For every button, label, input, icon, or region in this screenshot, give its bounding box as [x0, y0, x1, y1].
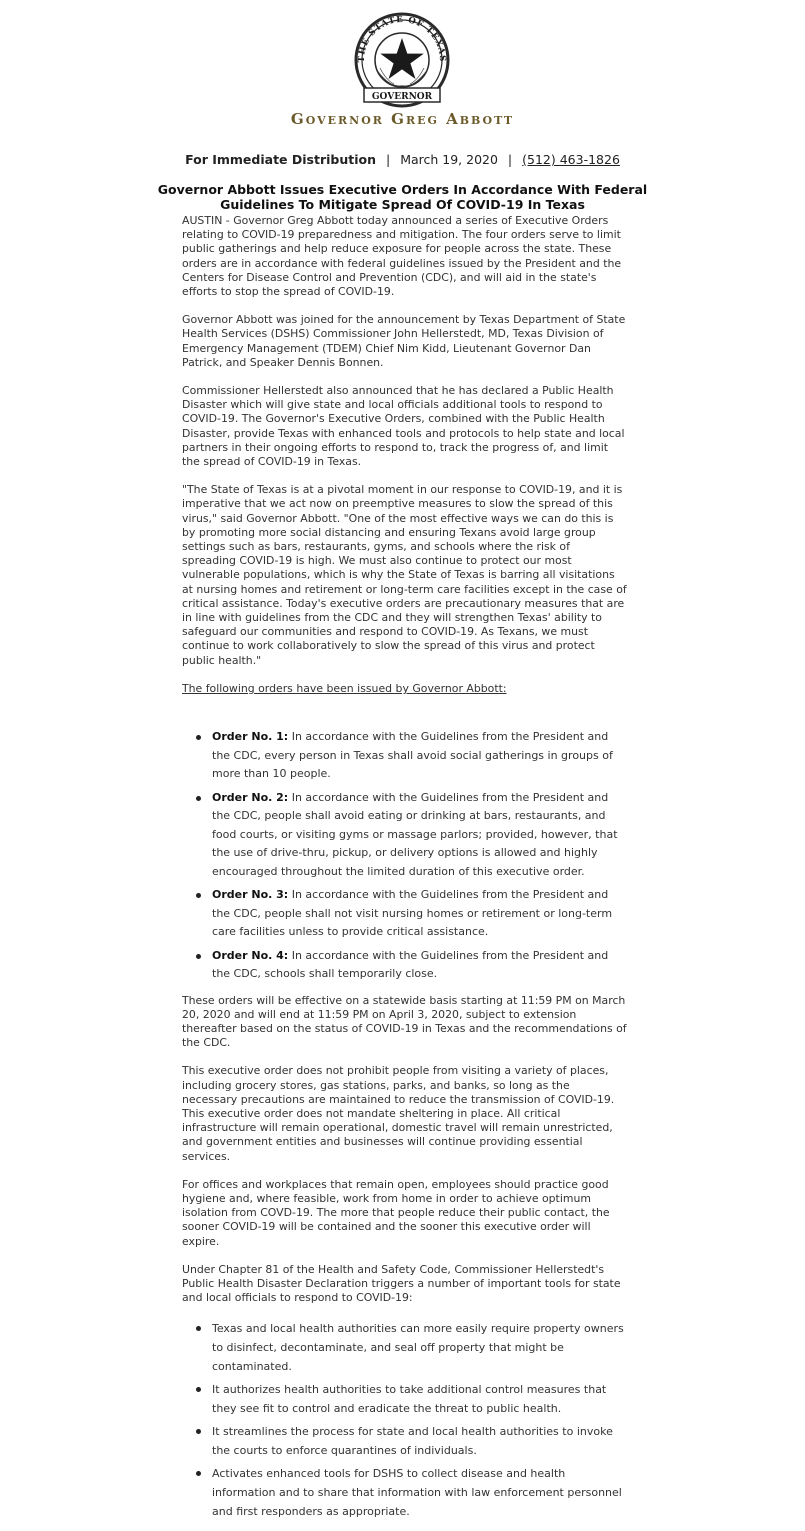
separator: |: [507, 152, 513, 167]
list-item: [212, 1319, 627, 1376]
svg-text:GOVERNOR: GOVERNOR: [371, 92, 433, 102]
press-release-body: [182, 214, 627, 1531]
bullet-icon: [196, 893, 201, 898]
bullet-icon: [196, 1387, 201, 1392]
list-item: [212, 1380, 627, 1418]
list-item: [212, 1464, 627, 1521]
phone-link[interactable]: (512) 463-1826: [522, 152, 620, 167]
bullet-icon: [196, 1429, 201, 1434]
order-label: Order No. 3:: [212, 888, 289, 902]
governor-name-header: Governor Greg Abbott: [290, 110, 515, 128]
orders-list: [182, 728, 627, 984]
paragraph: For offices and workplaces that remain open, employees should practice good hygiene and, where feasible, work from home in order to achieve optimum isolation from COVD-19. The more that people reduce their public contact, the sooner COVID-19 will be contained and the sooner this executive order will expire.: [182, 1177, 610, 1248]
bullet-icon: [196, 1326, 201, 1331]
distribution-line: [0, 152, 805, 167]
list-item: [212, 886, 627, 942]
svg-text:THE STATE OF TEXAS: THE STATE OF TEXAS: [356, 14, 448, 63]
list-item: [212, 1422, 627, 1460]
list-item: [212, 789, 627, 882]
paragraph: Under Chapter 81 of the Health and Safety Code, Commissioner Hellerstedt's Public Health Disaster Declaration triggers a number of important tools for state and local officials to respond to COVID-19:: [182, 1262, 621, 1305]
paragraph: These orders will be effective on a statewide basis starting at 11:59 PM on March 20, 2020 and will end at 11:59 PM on April 3, 2020, subject to extension thereafter based on the status of COVID-19 in Texas and the recommendations of the CDC.: [182, 993, 627, 1050]
tools-list: [182, 1319, 627, 1521]
tool-text: Activates enhanced tools for DSHS to collect disease and health information and to share that information with law enforcement personnel and first responders as appropriate.: [212, 1467, 622, 1519]
distribution-label: For Immediate Distribution: [185, 152, 376, 167]
paragraph: AUSTIN - Governor Greg Abbott today announced a series of Executive Orders relating to COVID-19 preparedness and mitigation. The four orders serve to limit public gatherings and help reduce exposure for people across the state. These orders are in accordance with federal guidelines issued by the President and the Centers for Disease Control and Prevention (CDC), and will aid in the state's efforts to stop the spread of COVID-19.: [182, 214, 622, 299]
press-release-headline: Governor Abbott Issues Executive Orders In Accordance With Federal Guidelines To Mitigate Spread Of COVID-19 In Texas: [157, 182, 648, 212]
paragraph: Governor Abbott was joined for the announcement by Texas Department of State Health Services (DSHS) Commissioner John Hellerstedt, MD, Texas Division of Emergency Management (TDEM) Chief Nim Kidd, Lieutenant Governor Dan Patrick, and Speaker Dennis Bonnen.: [182, 313, 626, 369]
tool-text: It authorizes health authorities to take additional control measures that they see fit to control and eradicate the threat to public health.: [212, 1383, 607, 1416]
order-text: In accordance with the Guidelines from the President and the CDC, every person in Texas shall avoid social gatherings in groups of more than 10 people.: [212, 730, 613, 781]
bullet-icon: [196, 954, 201, 959]
order-label: Order No. 4:: [212, 948, 289, 962]
texas-governor-seal: [342, 10, 462, 110]
separator: |: [385, 152, 391, 167]
order-text: In accordance with the Guidelines from the President and the CDC, schools shall temporarily close.: [212, 948, 609, 981]
orders-heading: The following orders have been issued by Governor Abbott:: [182, 681, 507, 695]
bullet-icon: [196, 1471, 201, 1476]
bullet-icon: [196, 735, 201, 740]
release-date: March 19, 2020: [400, 152, 498, 167]
bullet-icon: [196, 796, 201, 801]
paragraph: "The State of Texas is at a pivotal moment in our response to COVID-19, and it is imperative that we act now on preemptive measures to slow the spread of this virus," said Governor Abbott. "One of the most effective ways we can do this is by promoting more social distancing and ensuring Texans avoid large group settings such as bars, restaurants, gyms, and schools where the risk of spreading COVID-19 is high. We must also continue to protect our most vulnerable populations, which is why the State of Texas is barring all visitations at nursing homes and retirement or long-term care facilities except in the case of critical assistance. Today's executive orders are precautionary measures that are in line with guidelines from the CDC and they will strengthen Texas' ability to safeguard our communities and respond to COVID-19. As Texans, we must continue to work collaboratively to slow the spread of this virus and protect public health.": [182, 483, 627, 667]
list-item: [212, 947, 627, 984]
tool-text: It streamlines the process for state and local health authorities to invoke the courts to enforce quarantines of individuals.: [212, 1425, 613, 1458]
tool-text: Texas and local health authorities can more easily require property owners to disinfect, decontaminate, and seal off property that might be contaminated.: [212, 1322, 624, 1374]
order-text: In accordance with the Guidelines from the President and the CDC, people shall avoid eating or drinking at bars, restaurants, and food courts, or visiting gyms or massage parlors; provided, however, that the use of drive-thru, pickup, or delivery options is allowed and highly encouraged throughout the limited duration of this executive order.: [212, 790, 618, 878]
order-label: Order No. 2:: [212, 790, 289, 804]
order-text: In accordance with the Guidelines from the President and the CDC, people shall not visit nursing homes or retirement or long-term care facilities unless to provide critical assistance.: [212, 888, 613, 939]
list-item: [212, 728, 627, 784]
order-label: Order No. 1:: [212, 730, 289, 744]
paragraph: Commissioner Hellerstedt also announced that he has declared a Public Health Disaster which will give state and local officials additional tools to respond to COVID-19. The Governor's Executive Orders, combined with the Public Health Disaster, provide Texas with enhanced tools and protocols to help state and local partners in their ongoing efforts to respond to, track the progress of, and limit the spread of COVID-19 in Texas.: [182, 384, 625, 469]
paragraph: This executive order does not prohibit people from visiting a variety of places, including grocery stores, gas stations, parks, and banks, so long as the necessary precautions are maintained to reduce the transmission of COVID-19. This executive order does not mandate sheltering in place. All critical infrastructure will remain operational, domestic travel will remain unrestricted, and government entities and businesses will continue providing essential services.: [182, 1064, 615, 1163]
